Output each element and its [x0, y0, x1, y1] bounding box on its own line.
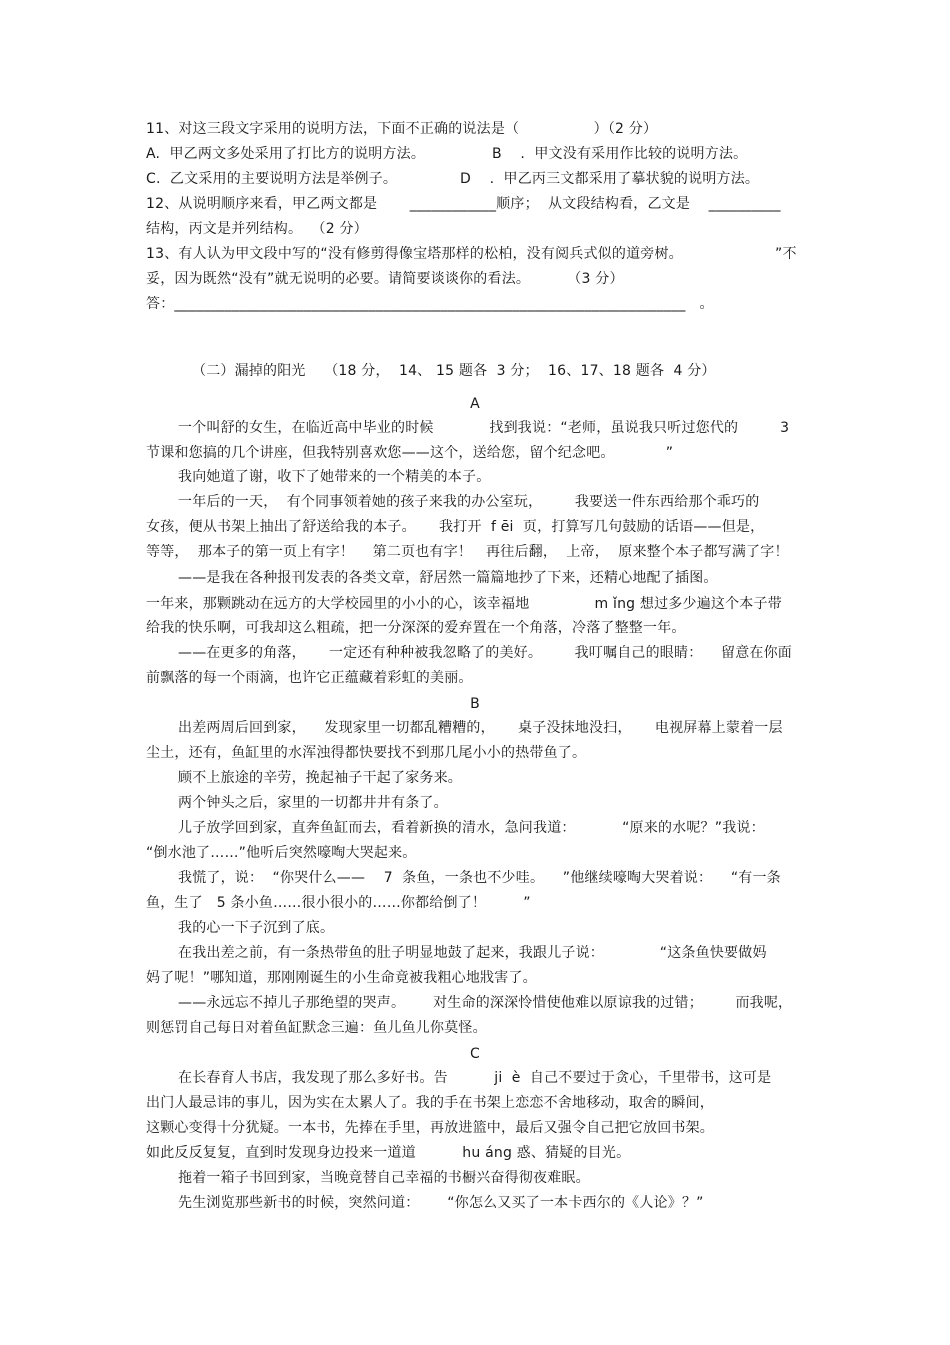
paragraph-line: 这颗心变得十分犹疑。一本书，先捧在手里，再放进篮中，最后又强令自己把它放回书架。 [146, 1120, 714, 1136]
paragraph-line: 儿子放学回到家，直奔鱼缸而去，看着新换的清水，急问我道： “原来的水呢？”我说： [178, 820, 765, 836]
q13-line-1-end: ”不 [775, 246, 797, 262]
paragraph-line: 一年后的一天， 有个同事领着她的孩子来我的办公室玩， 我要送一件东西给那个乖巧的 [178, 494, 760, 510]
paragraph-line: ——在更多的角落， 一定还有种种被我忽略了的美好。 我叮嘱自己的眼睛： 留意在你面 [178, 645, 793, 661]
paragraph-line: 在长春育人书店，我发现了那么多好书。告 ji è 自己不要过于贪心，千里带书，这可是 [178, 1070, 772, 1086]
paragraph-line: ——永远忘不掉儿子那绝望的哭声。 对生命的深深怜惜使他难以原谅我的过错； 而我呢， [178, 995, 793, 1011]
paragraph-line: 我向她道了谢，收下了她带来的一个精美的本子。 [178, 469, 491, 485]
paragraph-line: “倒水池了……”他听后突然嚎啕大哭起来。 [146, 845, 417, 861]
paragraph-line: 先生浏览那些新书的时候，突然问道： “你怎么又买了一本卡西尔的《人论》？” [178, 1195, 704, 1211]
paragraph-line: 女孩，便从书架上抽出了舒送给我的本子。 我打开 f ēi 页，打算写几句鼓励的话语——但是， [146, 519, 765, 535]
paragraph-line: 一年来，那颗跳动在远方的大学校园里的小小的心，该幸福地 m ǐng 想过多少遍这个本子带 [146, 596, 782, 612]
paragraph-line: 妈了呢！”哪知道，那刚刚诞生的小生命竟被我粗心地戕害了。 [146, 970, 537, 986]
q11-option-d: D . 甲乙丙三文都采用了摹状貌的说明方法。 [460, 171, 760, 187]
q11-stem: 11、对这三段文字采用的说明方法，下面不正确的说法是（ ）（2 分） [146, 121, 658, 137]
q11-option-c: C. 乙文采用的主要说明方法是举例子。 [146, 171, 398, 187]
paragraph-line: 在我出差之前，有一条热带鱼的肚子明显地鼓了起来，我跟儿子说： “这条鱼快要做妈 [178, 945, 767, 961]
q11-option-a: A. 甲乙两文多处采用了打比方的说明方法。 [146, 146, 426, 162]
paragraph-line: 给我的快乐啊，可我却这么粗疏，把一分深深的爱弃置在一个角落，冷落了整整一年。 [146, 620, 686, 636]
q12-line-2: 结构，丙文是并列结构。 （2 分） [146, 221, 368, 237]
q12-line-1: 12、从说明顺序来看，甲乙两文都是 ____________顺序； 从文段结构看，乙文是 __________ [146, 196, 781, 212]
paragraph-line: ——是我在各种报刊发表的各类文章，舒居然一篇篇地抄了下来，还精心地配了插图。 [178, 570, 718, 586]
paragraph-line: 两个钟头之后，家里的一切都井井有条了。 [178, 795, 448, 811]
paragraph-line: 则惩罚自己每日对着鱼缸默念三遍：鱼儿鱼儿你莫怪。 [146, 1020, 487, 1036]
paragraph-line: 鱼，生了 5 条小鱼……很小很小的……你都给倒了！ ” [146, 895, 531, 911]
paragraph-line: 出门人最忌讳的事儿，因为实在太累人了。我的手在书架上恋恋不舍地移动，取舍的瞬间， [146, 1095, 714, 1111]
part-b-label: B [470, 696, 480, 712]
section-title: （二）漏掉的阳光 （18 分， 14、 15 题各 3 分； 16、17、18 题各 4 分） [192, 363, 716, 379]
paragraph-line: 如此反反复复，直到时发现身边投来一道道 hu áng 惑、猜疑的目光。 [146, 1145, 631, 1161]
paragraph-line: 我慌了，说： “你哭什么—— 7 条鱼，一条也不少哇。 ”他继续嚎啕大哭着说： “有一条 [178, 870, 781, 886]
paragraph-line: 顾不上旅途的辛劳，挽起袖子干起了家务来。 [178, 770, 462, 786]
q13-answer-line: 答：_______________________________________________________________________ 。 [146, 296, 714, 312]
paragraph-line: 我的心一下子沉到了底。 [178, 920, 335, 936]
q13-line-2: 妥，因为既然“没有”就无说明的必要。请简要谈谈你的看法。 （3 分） [146, 271, 624, 287]
q11-option-b: B . 甲文没有采用作比较的说明方法。 [492, 146, 748, 162]
part-c-label: C [470, 1046, 480, 1062]
q13-line-1: 13、有人认为甲文段中写的“没有修剪得像宝塔那样的松柏，没有阅兵式似的道旁树。 [146, 246, 683, 262]
paragraph-line: 拖着一箱子书回到家，当晚竟替自己幸福的书橱兴奋得彻夜难眠。 [178, 1170, 590, 1186]
paragraph-line: 一个叫舒的女生，在临近高中毕业的时候 找到我说：“老师，虽说我只听过您代的 3 [178, 420, 790, 436]
paragraph-line: 尘土，还有，鱼缸里的水浑浊得都快要找不到那几尾小小的热带鱼了。 [146, 745, 587, 761]
paragraph-line: 出差两周后回到家， 发现家里一切都乱糟糟的， 桌子没抹地没扫， 电视屏幕上蒙着一层 [178, 720, 783, 736]
paragraph-line: 等等， 那本子的第一页上有字！ 第二页也有字！ 再往后翻， 上帝， 原来整个本子都写满了字！ [146, 544, 789, 560]
paragraph-line: 前飘落的每一个雨滴，也许它正蕴藏着彩虹的美丽。 [146, 670, 473, 686]
part-a-label: A [470, 396, 480, 412]
paragraph-line: 节课和您搞的几个讲座，但我特别喜欢您——这个，送给您，留个纪念吧。 ” [146, 445, 674, 461]
